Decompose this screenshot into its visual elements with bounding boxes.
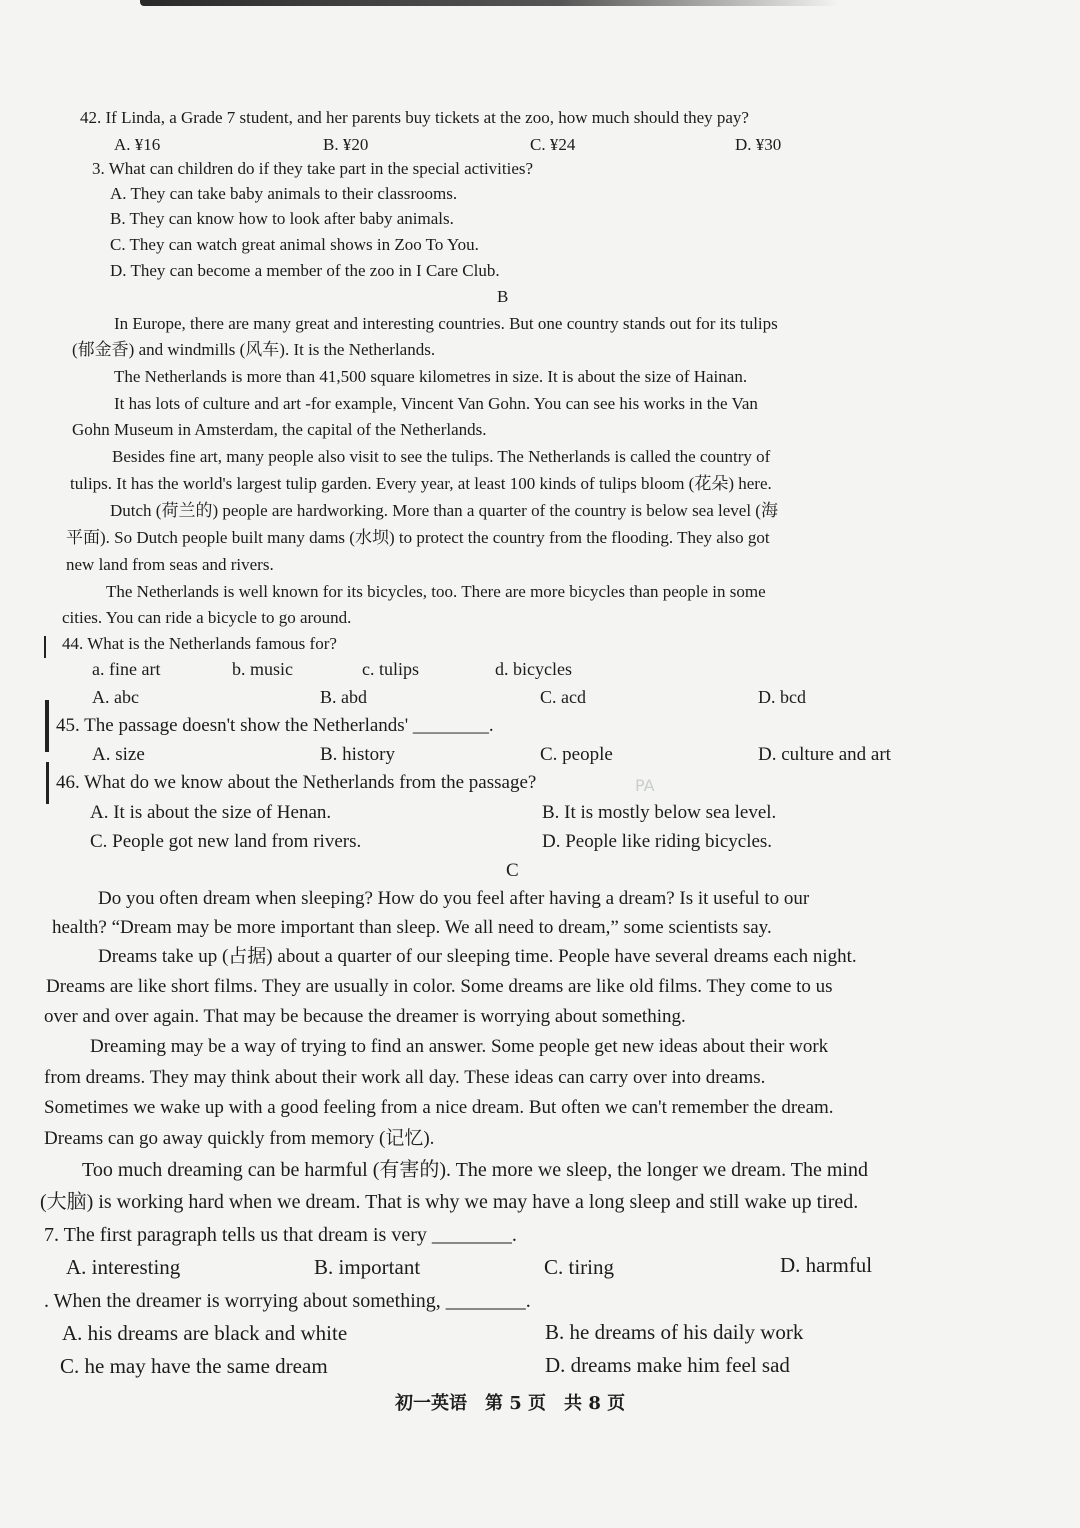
question-47-option-b: B. important (314, 1255, 421, 1279)
passage-c-line: Dreams can go away quickly from memory (记忆). (44, 1128, 435, 1149)
passage-c-line: (大脑) is working hard when we dream. That is why we may have a long sleep and still wake up tired. (40, 1191, 859, 1213)
question-48-option-b: B. he dreams of his daily work (545, 1320, 804, 1344)
question-48-option-a: A. his dreams are black and white (62, 1321, 348, 1345)
passage-c-line: Dreaming may be a way of trying to find an answer. Some people get new ideas about their work (90, 1036, 829, 1057)
question-44-option-a: A. abc (92, 687, 139, 707)
question-44-item-c: c. tulips (362, 659, 419, 679)
question-47-stem: 7. The first paragraph tells us that dream is very ________. (44, 1224, 517, 1246)
passage-b-line: cities. You can ride a bicycle to go around. (62, 608, 352, 627)
question-43-option-d: D. They can become a member of the zoo in I Care Club. (110, 261, 500, 280)
passage-c-line: Do you often dream when sleeping? How do you feel after having a dream? Is it useful to our (98, 888, 810, 909)
passage-c-line: Too much dreaming can be harmful (有害的). The more we sleep, the longer we dream. The mind (82, 1159, 868, 1181)
question-46-option-b: B. It is mostly below sea level. (542, 802, 777, 823)
question-43-stem: 3. What can children do if they take part in the special activities? (92, 159, 534, 178)
question-44-option-c: C. acd (540, 687, 586, 707)
question-42-option-a: A. ¥16 (114, 135, 161, 154)
question-46-option-c: C. People got new land from rivers. (90, 831, 362, 852)
question-44-stem: 44. What is the Netherlands famous for? (62, 634, 337, 653)
question-48-stem: . When the dreamer is worrying about something, ________. (44, 1290, 531, 1312)
passage-b-line: In Europe, there are many great and interesting countries. But one country stands out for its tulips (114, 314, 778, 333)
question-46-option-a: A. It is about the size of Henan. (90, 802, 332, 823)
passage-b-line: 平面). So Dutch people built many dams (水坝) to protect the country from the flooding. They also got (66, 528, 770, 547)
question-43-option-a: A. They can take baby animals to their classrooms. (110, 184, 458, 203)
question-42-stem: 42. If Linda, a Grade 7 student, and her parents buy tickets at the zoo, how much should they pay? (80, 108, 749, 127)
passage-c-line: Dreams take up (占据) about a quarter of our sleeping time. People have several dreams each night. (98, 946, 857, 967)
passage-b-line: Gohn Museum in Amsterdam, the capital of the Netherlands. (72, 420, 487, 439)
watermark-small-text: PA (635, 776, 655, 795)
question-44-item-d: d. bicycles (495, 659, 572, 679)
question-46-stem: 46. What do we know about the Netherlands from the passage? (56, 772, 537, 793)
question-44-item-a: a. fine art (92, 659, 161, 679)
question-47-option-c: C. tiring (544, 1255, 615, 1279)
question-45-option-d: D. culture and art (758, 744, 891, 765)
passage-b-line: The Netherlands is more than 41,500 square kilometres in size. It is about the size of Hainan. (114, 367, 748, 386)
question-47-option-a: A. interesting (66, 1255, 181, 1279)
question-44-option-d: D. bcd (758, 687, 806, 707)
passage-b-line: new land from seas and rivers. (66, 555, 274, 574)
question-46-option-d: D. People like riding bicycles. (542, 831, 773, 852)
passage-b-line: Besides fine art, many people also visit to see the tulips. The Netherlands is called the country of (112, 447, 771, 466)
passage-b-line: It has lots of culture and art -for example, Vincent Van Gohn. You can see his works in the Van (114, 394, 758, 413)
passage-c-line: health? “Dream may be more important than sleep. We all need to dream,” some scientists say. (52, 917, 772, 938)
question-45-option-c: C. people (540, 744, 613, 765)
passage-c-line: Sometimes we wake up with a good feeling from a nice dream. But often we can't remember the dream. (44, 1097, 834, 1118)
section-b-heading: B (497, 287, 509, 306)
margin-mark (45, 700, 49, 752)
passage-b-line: Dutch (荷兰的) people are hardworking. More than a quarter of the country is below sea level (海 (110, 501, 778, 520)
scan-edge-shadow (140, 0, 840, 6)
question-47-option-d: D. harmful (780, 1253, 873, 1277)
question-45-stem: 45. The passage doesn't show the Netherlands' ________. (56, 715, 494, 736)
question-43-option-c: C. They can watch great animal shows in Zoo To You. (110, 235, 479, 254)
section-c-heading: C (506, 860, 519, 881)
passage-c-line: over and over again. That may be because the dreamer is worrying about something. (44, 1006, 686, 1027)
question-44-option-b: B. abd (320, 687, 367, 707)
question-42-option-d: D. ¥30 (735, 135, 782, 154)
passage-b-line: tulips. It has the world's largest tulip garden. Every year, at least 100 kinds of tulips bloom (花朵) here. (70, 474, 772, 493)
passage-b-line: (郁金香) and windmills (风车). It is the Netherlands. (72, 340, 436, 359)
question-45-option-a: A. size (92, 744, 145, 765)
passage-c-line: from dreams. They may think about their work all day. These ideas can carry over into dreams. (44, 1067, 766, 1088)
question-42-option-b: B. ¥20 (323, 135, 369, 154)
margin-mark (46, 762, 49, 804)
question-48-option-c: C. he may have the same dream (60, 1354, 328, 1378)
question-45-option-b: B. history (320, 744, 395, 765)
page-footer: 初一英语 第 5 页 共 8 页 (395, 1393, 626, 1414)
question-42-option-c: C. ¥24 (530, 135, 576, 154)
question-48-option-d: D. dreams make him feel sad (545, 1353, 790, 1377)
margin-mark (44, 636, 46, 658)
passage-b-line: The Netherlands is well known for its bicycles, too. There are more bicycles than people in some (106, 582, 766, 601)
question-43-option-b: B. They can know how to look after baby animals. (110, 209, 454, 228)
question-44-item-b: b. music (232, 659, 293, 679)
passage-c-line: Dreams are like short films. They are usually in color. Some dreams are like old films. They come to us (46, 976, 833, 997)
